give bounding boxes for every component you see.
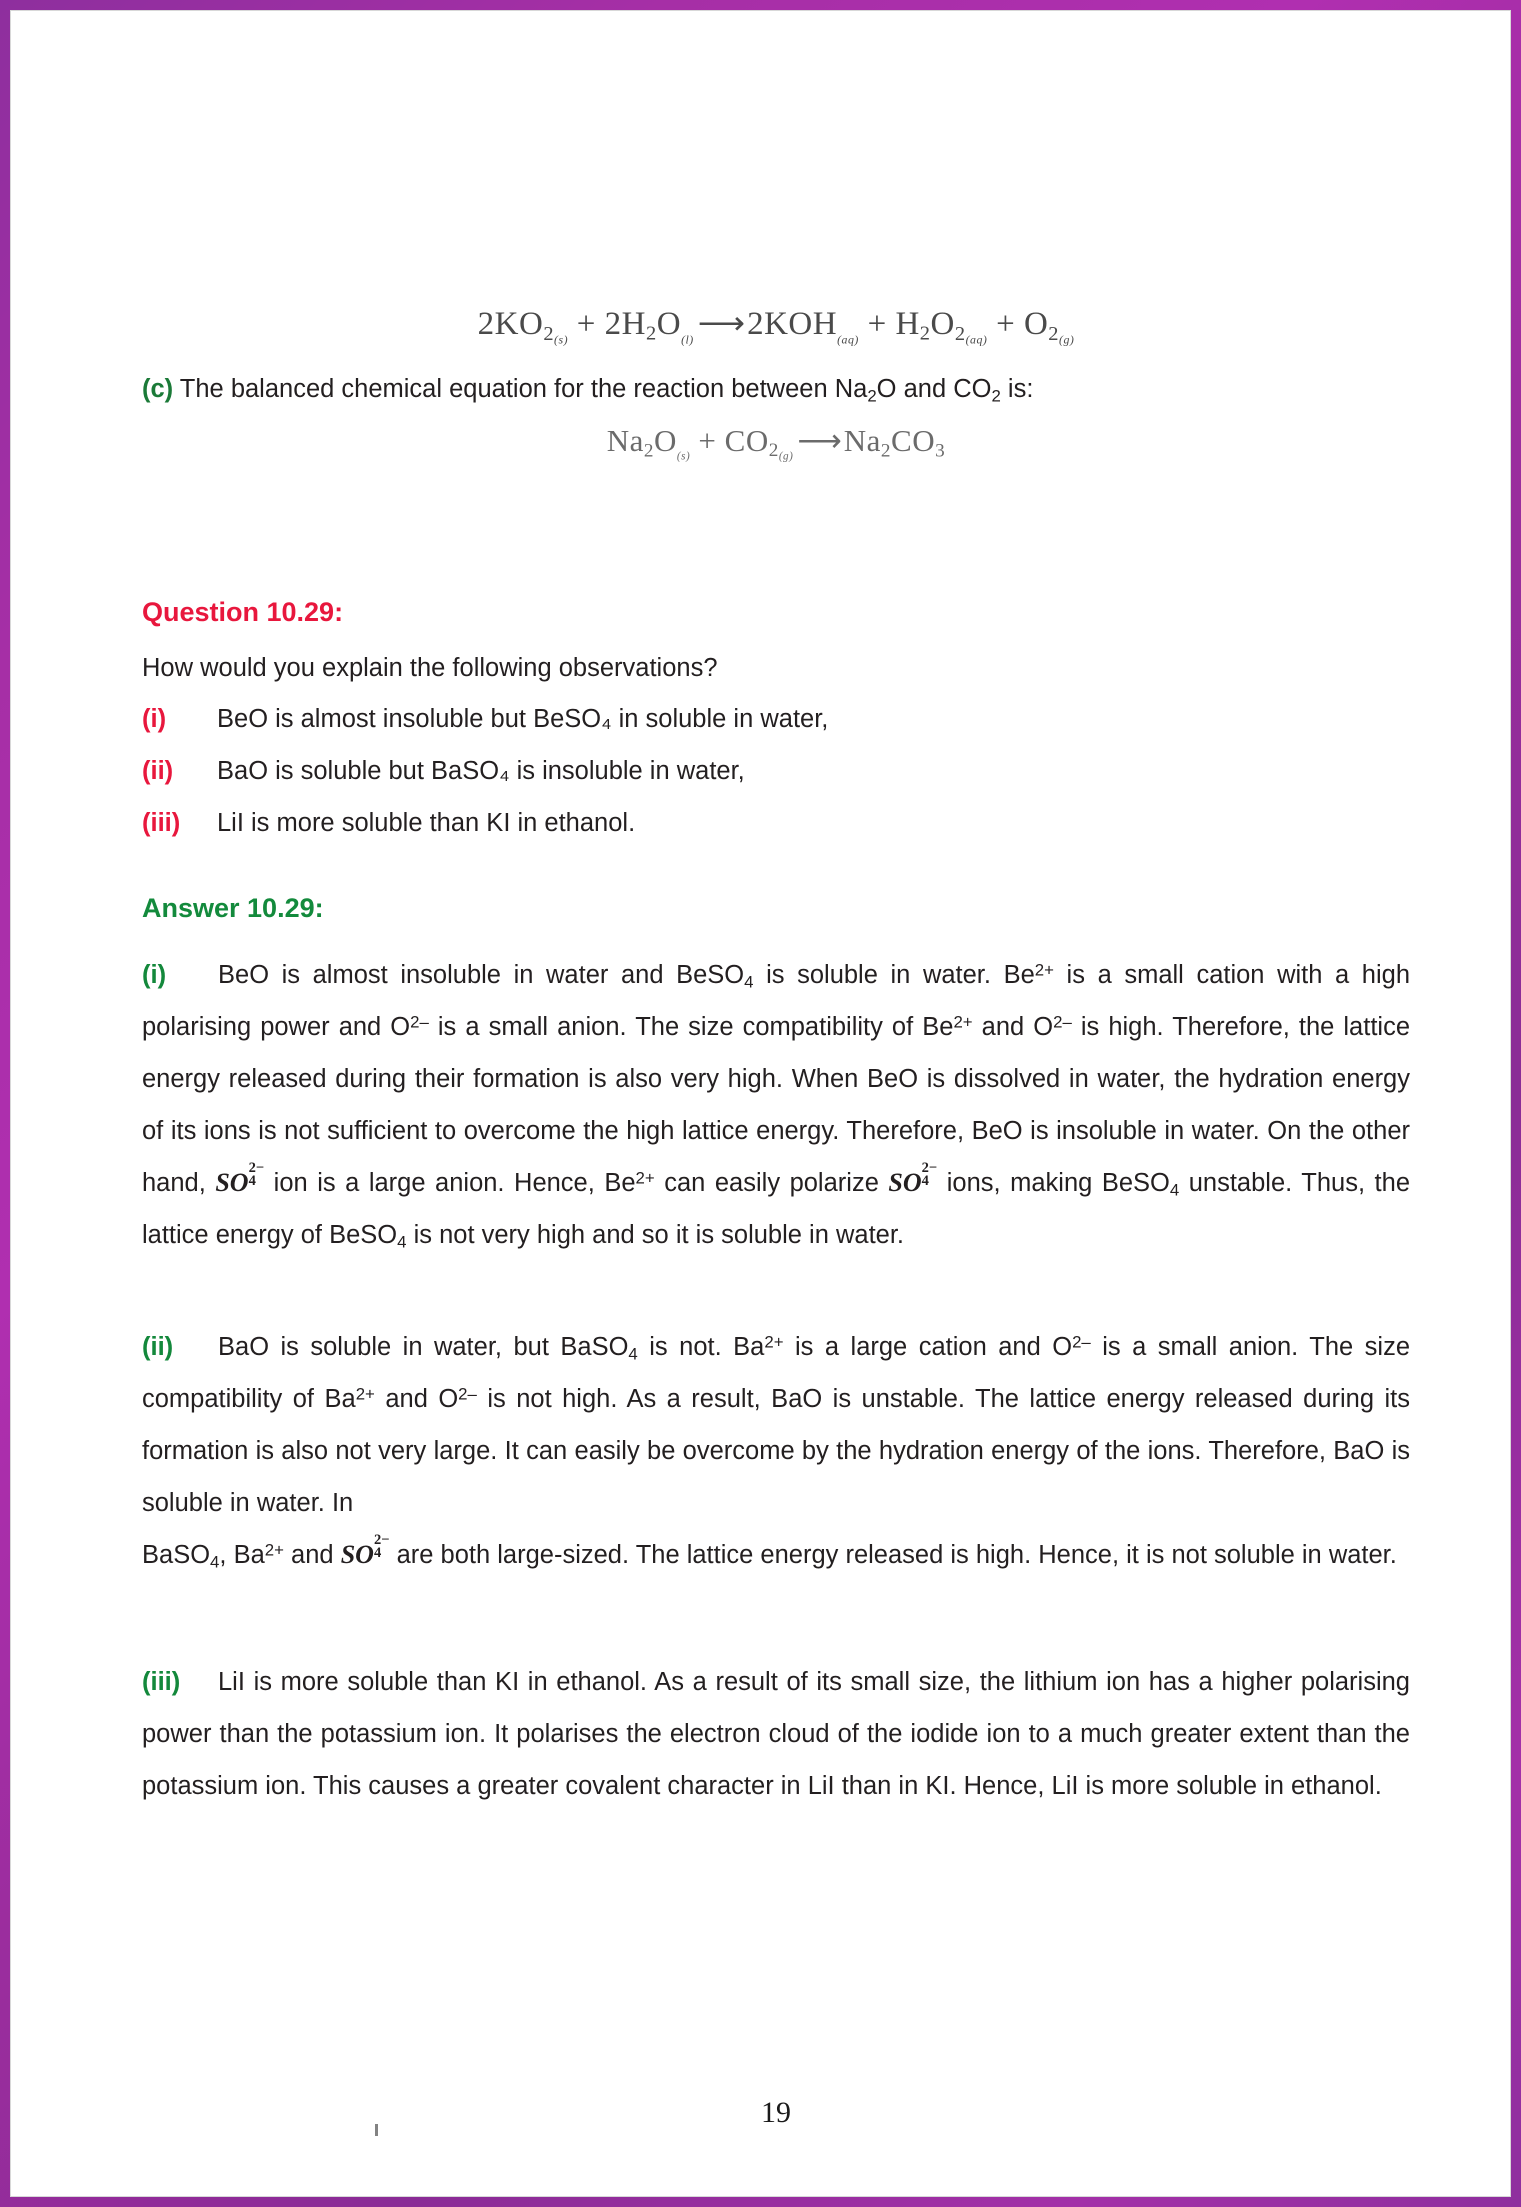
question-item-i-marker: (i) [142,705,167,733]
question-item-ii-text: BaO is soluble but BaSO₄ is insoluble in water, [217,757,745,785]
answer-item-i-text: BeO is almost insoluble in water and BeSO$_4$ is soluble in water. $Be^{2+}$ is a small cation with a high polarising power and $O^{2-}$ is a small anion. The size compatibility of $Be^{2+}$ and $O^{2-}$ is high. Therefore, the lattice energy released during their formation is also very high. When BeO is dissolved in water, the hydration energy of its ions is not sufficient to overcome the high lattice energy. Therefore, BeO is insoluble in water. On the other hand, SO 2− 4 ion is a large anion. Hence, $Be^{2+}$ can easily polarize SO 2− 4 ions, making BeSO$_4$ unstable. Thus, the lattice energy of BeSO$_4$ is not very high and so it is soluble in water. [142,960,1411,1252]
answer-item-iii [142,1656,1410,1812]
question-heading: Question 10.29: [142,597,344,627]
answer-item-iii-marker: (iii) [142,1668,181,1696]
answer-heading: Answer 10.29: [142,893,324,923]
question-item-i [142,700,1410,738]
sulfate-ion-symbol: SO 2− 4 [340,1532,390,1569]
question-item-ii-marker: (ii) [142,757,174,785]
answer-item-iii-text: LiI is more soluble than KI in ethanol. As a result of its small size, the lithium ion has a higher polarising power than the potassium ion. It polarises the electron cloud of the iodide ion to a much greater extent than the potassium ion. This causes a greater covalent character in LiI than in KI. Hence, LiI is more soluble in ethanol. [142,1668,1410,1800]
part-c-sub-1: 2 [867,386,877,406]
question-item-iii-text: LiI is more soluble than KI in ethanol. [217,809,636,837]
part-c-text-mid: O and CO [876,375,992,403]
part-c-line [142,369,1410,409]
question-item-ii [142,752,1410,790]
scan-artifact-speck [375,2124,378,2136]
answer-item-ii [142,1321,1410,1581]
sulfate-ion-symbol: SO 2− 4 [888,1160,938,1197]
part-c-sub-2: 2 [991,386,1001,406]
chemical-equation-sodium-oxide: $Na_2O_{(s)} + CO_{2(g)}$ ⟶ $Na_2CO_3$ [606,423,946,463]
question-item-iii [142,804,1410,842]
question-intro-text: How would you explain the following observations? [142,654,718,682]
chemical-equation-potassium-superoxide: $2KO_{2(s)} + 2H_2O_{(l)}$ ⟶ $2KOH_{(aq)} + H_2O_{2(aq)} + O_{2(g)}$ [477,306,1075,347]
page-canvas [10,10,1511,2197]
sulfate-ion-symbol: SO 2− 4 [215,1160,265,1197]
answer-item-i [142,949,1410,1261]
answer-item-ii-marker: (ii) [142,1333,174,1361]
page-number: 19 [761,2096,791,2129]
page-content [142,11,1410,2196]
answer-item-i-marker: (i) [142,961,167,989]
part-c-marker: (c) [142,375,174,403]
part-c-text-after: is: [1000,375,1034,403]
question-item-i-text: BeO is almost insoluble but BeSO₄ in soluble in water, [217,705,829,733]
question-item-iii-marker: (iii) [142,809,181,837]
part-c-text-before: The balanced chemical equation for the reaction between Na [173,375,868,403]
answer-item-ii-text: BaO is soluble in water, but BaSO$_4$ is not. $Ba^{2+}$ is a large cation and $O^{2-}$ is a small anion. The size compatibility of $Ba^{2+}$ and $O^{2-}$ is not high. As a result, BaO is unstable. The lattice energy released during its formation is also not very large. It can easily be overcome by the hydration energy of the ions. Therefore, BaO is soluble in water. In BaSO$_4$, $Ba^{2+}$ and SO 2− 4 are both large-sized. The lattice energy released is high. Hence, it is not soluble in water. [142,1333,1410,1569]
